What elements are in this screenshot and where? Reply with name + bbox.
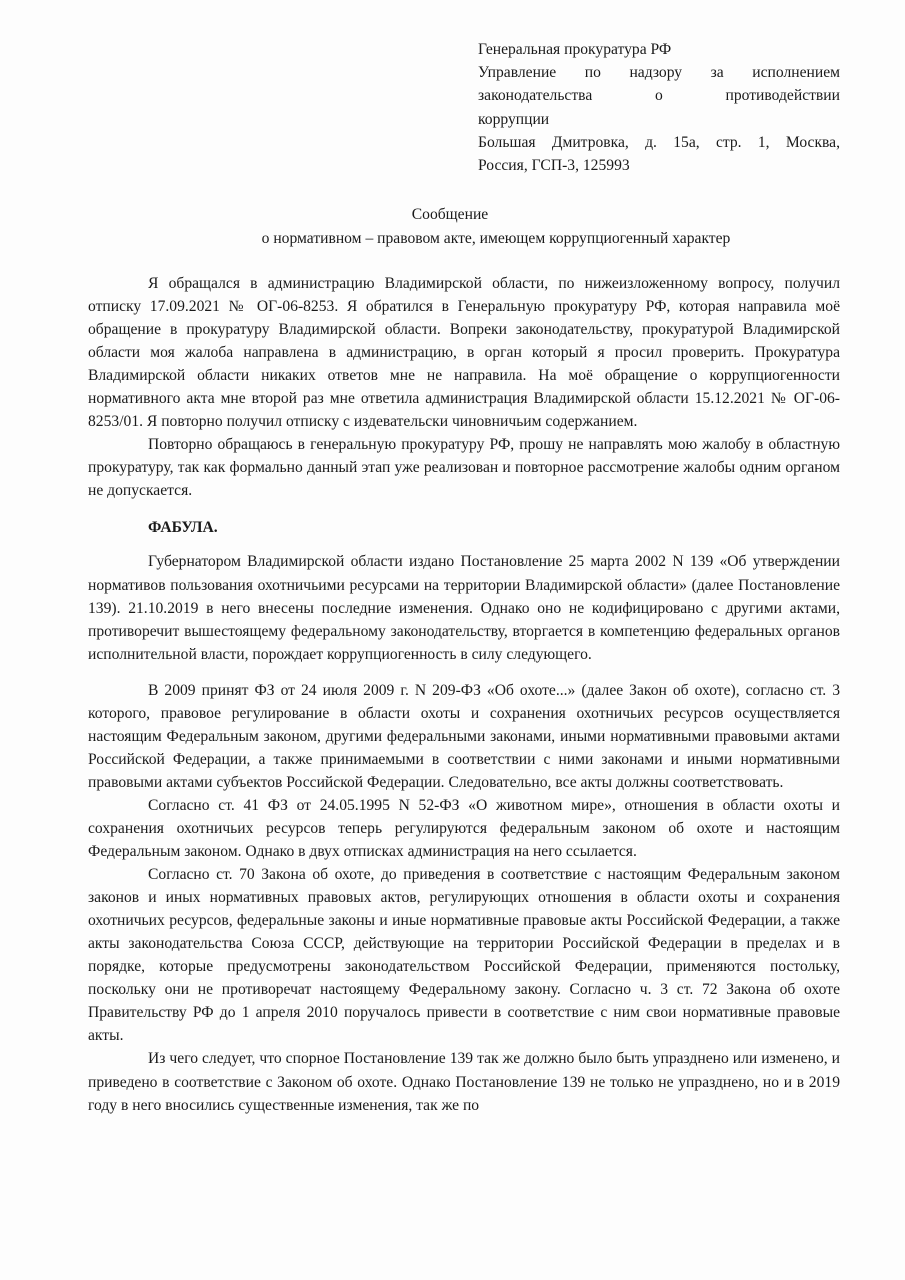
- addressee-dept-line-1: Управление по надзору за исполнением: [478, 64, 840, 82]
- paragraph-6: Согласно ст. 70 Закона об охоте, до приведения в соответствие с настоящим Федеральным законом законов и иных нормативных правовых актов, регулирующих отношения в области охоты и сохранения охотничьих ресурсов, федеральные законы и иные нормативные правовые акты Российской Федерации, а также акты законодательства Союза СССР, действующие на территории Российской Федерации в пределах и в порядке, которые предусмотрены законодательством Российской Федерации, применяются постольку, поскольку они не противоречат настоящему Федеральному закону. Согласно ч. 3 ст. 72 Закона об охоте Правительству РФ до 1 апреля 2010 поручалось привести в соответствие с ним свои нормативные правовые акты.: [88, 866, 840, 1045]
- fabula-heading: ФАБУЛА.: [148, 519, 218, 537]
- addressee-dept-line-2: законодательства о противодействии: [478, 87, 840, 105]
- paragraph-2: Повторно обращаюсь в генеральную прокуратуру РФ, прошу не направлять мою жалобу в областную прокуратуру, так как формально данный этап уже реализован и повторное рассмотрение жалобы одним органом не допускается.: [88, 436, 840, 500]
- paragraph-4: В 2009 принят ФЗ от 24 июля 2009 г. N 209-ФЗ «Об охоте...» (далее Закон об охоте), согласно ст. 3 которого, правовое регулирование в области охоты и сохранения охотничьих ресурсов осуществляется настоящим Федеральным законом, другими федеральными законами, иными нормативными правовыми актами Российской Федерации, а также принимаемыми в соответствии с ними законами и иными нормативными правовыми актами субъектов Российской Федерации. Следовательно, все акты должны соответствовать.: [88, 681, 840, 791]
- addressee-org: Генеральная прокуратура РФ: [478, 41, 672, 58]
- addressee-address-line-2: Россия, ГСП-3, 125993: [478, 157, 630, 175]
- paragraph-7: Из чего следует, что спорное Постановление 139 так же должно было быть упразднено или изменено, и приведено в соответствие с Законом об охоте. Однако Постановление 139 не только не упразднено, но и в 2019 году в него вносились существенные изменения, так же по: [88, 1050, 840, 1114]
- paragraph-1: Я обращался в администрацию Владимирской области, по нижеизложенному вопросу, получил отписку 17.09.2021 № ОГ-06-8253. Я обратился в Генеральную прокуратуру РФ, которая направила моё обращение в прокуратуру Владимирской области. Вопреки законодательству, прокуратурой Владимирской области моя жалоба направлена в администрацию, в орган который я просил проверить. Прокуратура Владимирской области никаких ответов мне не направила. На моё обращение о коррупциогенности нормативного акта мне второй раз мне ответила администрация Владимирской области 15.12.2021 № ОГ-06-8253/01. Я повторно получил отписку с издевательски чиновничьим содержанием.: [88, 275, 840, 431]
- addressee-dept-line-3: коррупции: [478, 110, 550, 128]
- paragraph-3: Губернатором Владимирской области издано Постановление 25 марта 2002 N 139 «Об утверждении нормативов пользования охотничьими ресурсами на территории Владимирской области» (далее Постановление 139). 21.10.2019 в него внесены последние изменения. Однако оно не кодифицировано с другими актами, противоречит вышестоящему федеральному законодательству, вторгается в компетенцию федеральных органов исполнительной власти, порождает коррупциогенность в силу следующего.: [88, 553, 840, 663]
- document-body: [88, 272, 840, 1117]
- document-title: [100, 203, 800, 251]
- title-heading: Сообщение: [411, 206, 489, 223]
- addressee-block: [478, 38, 840, 177]
- title-subheading: о нормативном – правовом акте, имеющем коррупциогенный характер: [261, 230, 731, 247]
- paragraph-5: Согласно ст. 41 ФЗ от 24.05.1995 N 52-ФЗ «О животном мире», отношения в области охоты и сохранения охотничьих ресурсов теперь регулируются федеральным законом об охоте и настоящим Федеральным законом. Однако в двух отписках администрация на него ссылается.: [88, 796, 840, 861]
- addressee-address-line-1: Большая Дмитровка, д. 15а, стр. 1, Москва,: [478, 133, 840, 151]
